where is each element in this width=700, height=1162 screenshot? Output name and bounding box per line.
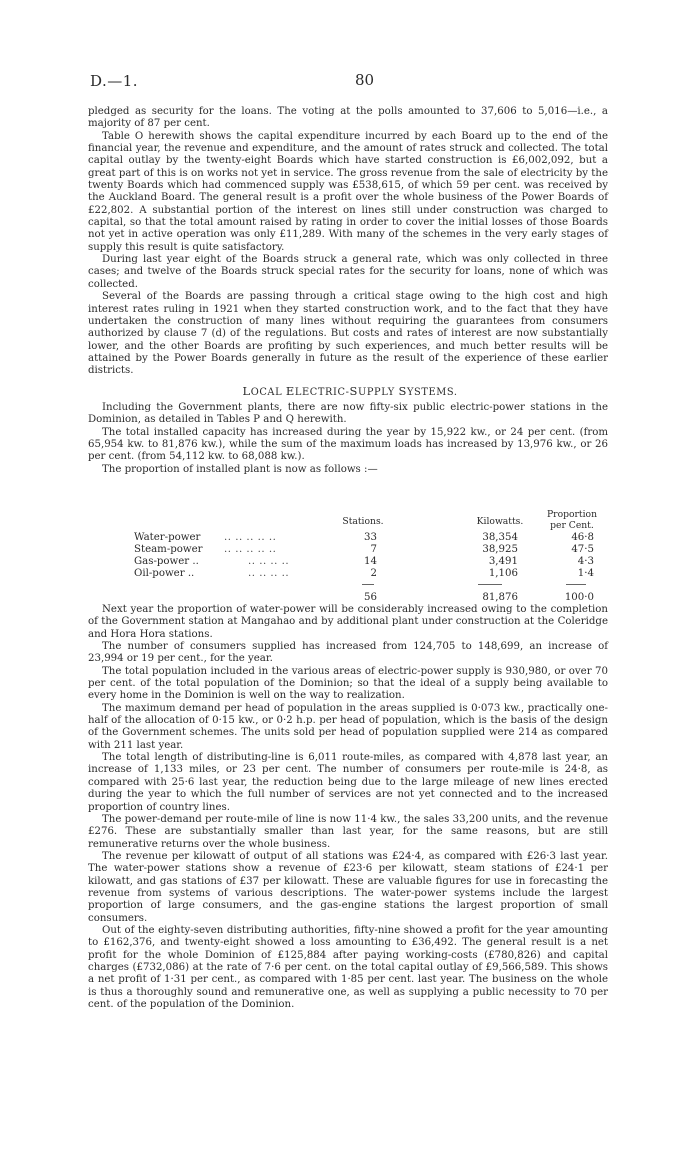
header-proportion: Proportion per Cent. xyxy=(547,509,597,531)
paragraph: pledged as security for the loans. The voting at the polls amounted to 37,606 to 5,016—i.e., a majority of 87 per cent. xyxy=(88,106,608,130)
kilowatts-cell: 38,354 xyxy=(482,532,518,543)
leader-dots: .. .. .. .. xyxy=(248,556,290,567)
stations-cell: 14 xyxy=(364,556,377,567)
kilowatts-cell: 1,106 xyxy=(488,568,518,579)
paragraph: The maximum demand per head of population in the areas supplied is 0·073 kw., practically one-half of the allocation of 0·15 kw., or 0·2 h.p. per head of population, which is the basis of the design of the Government schemes. The units sold per head of population supplied were 214 as compared with 211 last year. xyxy=(88,702,608,751)
proportion-cell: 46·8 xyxy=(571,532,594,543)
stations-cell: 33 xyxy=(364,532,377,543)
page-number: 80 xyxy=(355,71,375,89)
kilowatts-total: 81,876 xyxy=(482,592,518,603)
header-kilowatts: Kilowatts. xyxy=(476,516,524,527)
stations-total: 56 xyxy=(364,592,377,603)
stations-cell: 2 xyxy=(370,568,377,579)
paragraph: The power-demand per route-mile of line is now 11·4 kw., the sales 33,200 units, and the revenue £276. These are substantially smaller than last year, for the same reasons, but are still remunerative returns over the whole business. xyxy=(88,813,608,850)
table-row xyxy=(134,568,614,580)
supply-intro-section xyxy=(88,402,608,476)
column-rule xyxy=(362,584,374,585)
paragraph: Out of the eighty-seven distributing authorities, fifty-nine showed a profit for the year amounting to £162,376, and twenty-eight showed a loss amounting to £36,492. The general result is a net profit for the whole Dominion of £125,884 after paying working-costs (£780,826) and capital charges (£732,086) at the rate of 7·6 per cent. on the total capital outlay of £9,566,589. This shows a net profit of 1·31 per cent., as compared with 1·85 per cent. last year. The business on the whole is thus a thoroughly sound and remunerative one, as well as supplying a public necessity to 70 per cent. of the population of the Dominion. xyxy=(88,924,608,1010)
header-stations: Stations. xyxy=(342,516,384,527)
leader-dots: .. .. .. .. .. xyxy=(224,544,277,555)
paragraph: During last year eight of the Boards struck a general rate, which was only collected in three cases; and twelve of the Boards struck special rates for the security for loans, none of which was collected. xyxy=(88,254,608,290)
proportion-cell: 47·5 xyxy=(571,544,594,555)
row-label: Steam-power xyxy=(134,544,203,555)
section-heading: LOCAL ELECTRIC-SUPPLY SYSTEMS. xyxy=(242,384,458,398)
table-total-row xyxy=(134,592,614,604)
table-row xyxy=(134,544,614,556)
column-rule xyxy=(478,584,502,585)
table-row xyxy=(134,556,614,568)
paragraph: The total population included in the various areas of electric-power supply is 930,980, or over 70 per cent. of the total population of the Dominion; so that the ideal of a supply being available to every home in the Dominion is well on the way to realization. xyxy=(88,665,608,702)
paragraph: Including the Government plants, there are now fifty-six public electric-power stations in the Dominion, as detailed in Tables P and Q herewith. xyxy=(88,402,608,426)
leader-dots: .. .. .. .. .. xyxy=(224,532,277,543)
kilowatts-cell: 3,491 xyxy=(488,556,518,567)
row-label: Gas-power .. xyxy=(134,556,199,567)
paragraph: The total length of distributing-line is 6,011 route-miles, as compared with 4,878 last year, an increase of 1,133 miles, or 23 per cent. The number of consumers per route-mile is 24·8, as compared with 25·6 last year, the reduction being due to the large mileage of new lines erected during the year to which the full number of services are not yet connected and to the increased proportion of country lines. xyxy=(88,752,608,813)
proportion-cell: 1·4 xyxy=(577,568,594,579)
intro-section xyxy=(88,106,608,378)
paragraph: The total installed capacity has increased during the year by 15,922 kw., or 24 per cent. (from 65,954 kw. to 81,876 kw.), while the sum of the maximum loads has increased by 13,976 kw., or 26 per cent. (from 54,112 kw. to 68,088 kw.). xyxy=(88,426,608,463)
table-row xyxy=(134,532,614,544)
document-code: D.—1. xyxy=(90,72,139,90)
paragraph: Table O herewith shows the capital expenditure incurred by each Board up to the end of the financial year, the revenue and expenditure, and the amount of rates struck and collected. The total capital outlay by the twenty-eight Boards which have started construction is £6,002,092, but a great part of this is on works not yet in service. The gross revenue from the sale of electricity by the twenty Boards which had commenced supply was £538,615, of which 59 per cent. was received by the Auckland Board. The general result is a profit over the whole business of the Power Boards of £22,802. A substantial portion of the interest on lines still under construction was charged to capital, so that the total amount raised by rating in order to cover the initial losses of those Boards not yet in active operation was only £11,289. With many of the schemes in the very early stages of supply this result is quite satisfactory. xyxy=(88,130,608,253)
row-label: Water-power xyxy=(134,532,201,543)
paragraph: The revenue per kilowatt of output of all stations was £24·4, as compared with £26·3 last year. The water-power stations show a revenue of £23·6 per kilowatt, steam stations of £24·1 per kilowatt, and gas stations of £37 per kilowatt. These are valuable figures for use in forecasting the revenue from systems of various descriptions. The water-power systems include the largest proportion of large consumers, and the gas-engine stations the largest proportion of small consumers. xyxy=(88,850,608,924)
proportion-total: 100·0 xyxy=(564,592,594,603)
paragraph: The proportion of installed plant is now as follows :— xyxy=(102,463,378,475)
column-rule xyxy=(566,584,586,585)
supply-details-section xyxy=(88,604,608,1011)
paragraph: Next year the proportion of water-power will be considerably increased owing to the completion of the Government station at Mangahao and by additional plant under construction at the Coleridge and Hora Hora stations. xyxy=(88,604,608,640)
proportion-cell: 4·3 xyxy=(577,556,594,567)
paragraph: Several of the Boards are passing through a critical stage owing to the high cost and high interest rates ruling in 1921 when they started construction work, and to the fact that they have undertaken the construction of many lines without requiring the guarantees from consumers authorized by clause 7 (d) of the regulations. But costs and rates of interest are now substantially lower, and the other Boards are profiting by such experiences, and much better results will be attained by the Power Boards generally in future as the result of the experience of these earlier districts. xyxy=(88,291,608,377)
leader-dots: .. .. .. .. xyxy=(248,568,290,579)
kilowatts-cell: 38,925 xyxy=(482,544,518,555)
row-label: Oil-power .. xyxy=(134,568,195,579)
stations-cell: 7 xyxy=(370,544,377,555)
paragraph: The number of consumers supplied has increased from 124,705 to 148,699, an increase of 23,994 or 19 per cent., for the year. xyxy=(88,641,608,665)
